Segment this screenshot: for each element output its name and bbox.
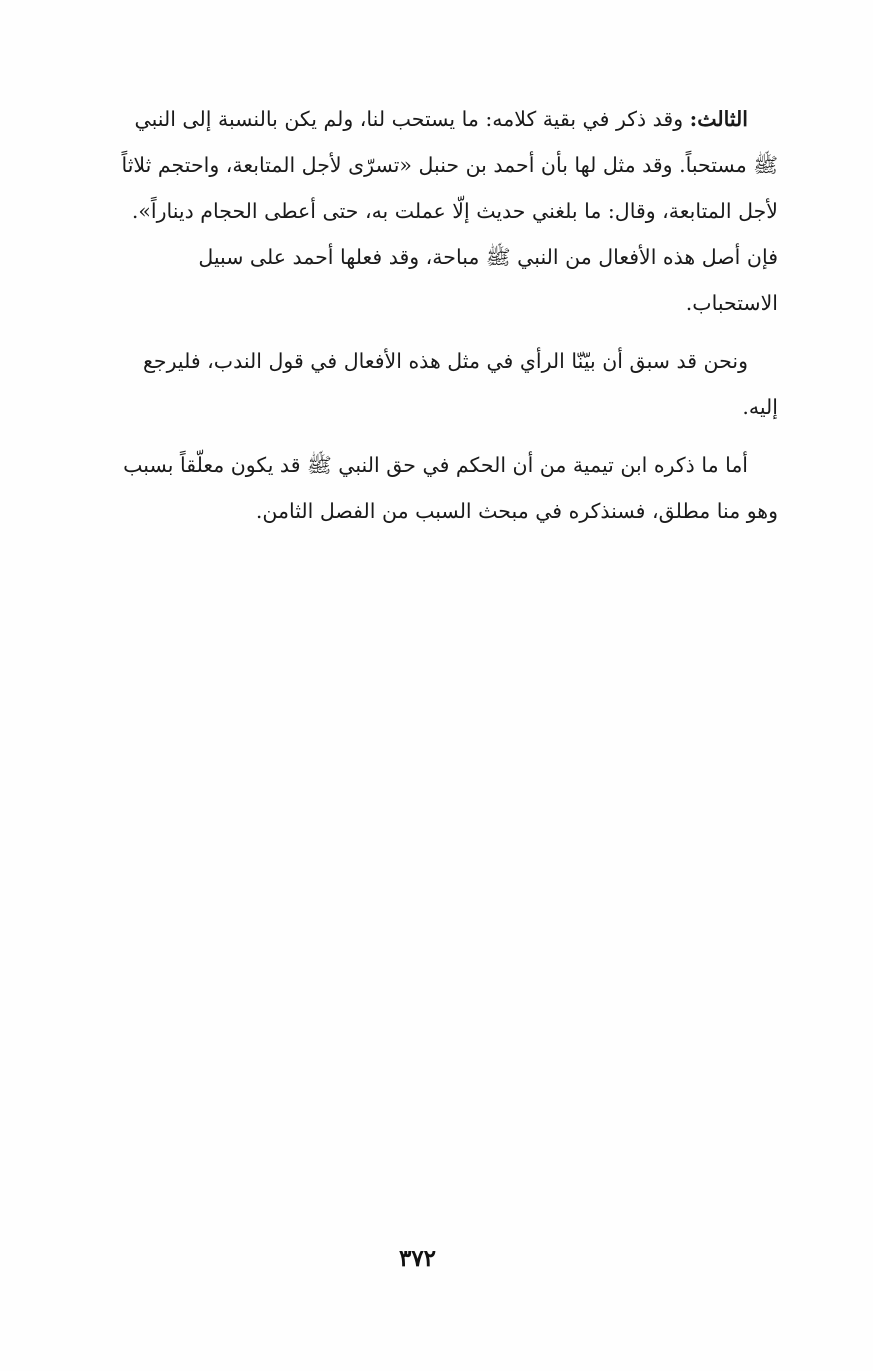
text-line: أما ما ذكره ابن تيمية من أن الحكم في حق النبي ﷺ قد يكون معلّقاً بسبب (123, 453, 748, 477)
text-line: ﷺ مستحباً. وقد مثل لها بأن أحمد بن حنبل «تسرّى لأجل المتابعة، واحتجم ثلاثاً (121, 153, 778, 177)
text-line: وهو منا مطلق، فسنذكره في مبحث السبب من الفصل الثامن. (255, 499, 778, 523)
paragraph-ibn-taymiyya (66, 442, 778, 534)
paragraph-reference-nadb (66, 338, 778, 430)
paragraph-third-point (66, 96, 778, 326)
text-line: ونحن قد سبق أن بيّنّا الرأي في مثل هذه الأفعال في قول الندب، فليرجع (143, 349, 748, 373)
page-body-text (66, 96, 778, 546)
text-line: إليه. (742, 395, 778, 419)
text-line: فإن أصل هذه الأفعال من النبي ﷺ مباحة، وقد فعلها أحمد على سبيل (198, 245, 778, 269)
page-number: ٣٧٢ (398, 1245, 437, 1272)
text-line: الاستحباب. (685, 291, 778, 315)
text-line: لأجل المتابعة، وقال: ما بلغني حديث إلّا عملت به، حتى أعطى الحجام ديناراً». (131, 199, 778, 223)
text-line-content: وقد ذكر في بقية كلامه: ما يستحب لنا، ولم يكن بالنسبة إلى النبي (134, 107, 684, 131)
section-lead-word: الثالث: (689, 107, 748, 131)
text-line (66, 96, 778, 142)
